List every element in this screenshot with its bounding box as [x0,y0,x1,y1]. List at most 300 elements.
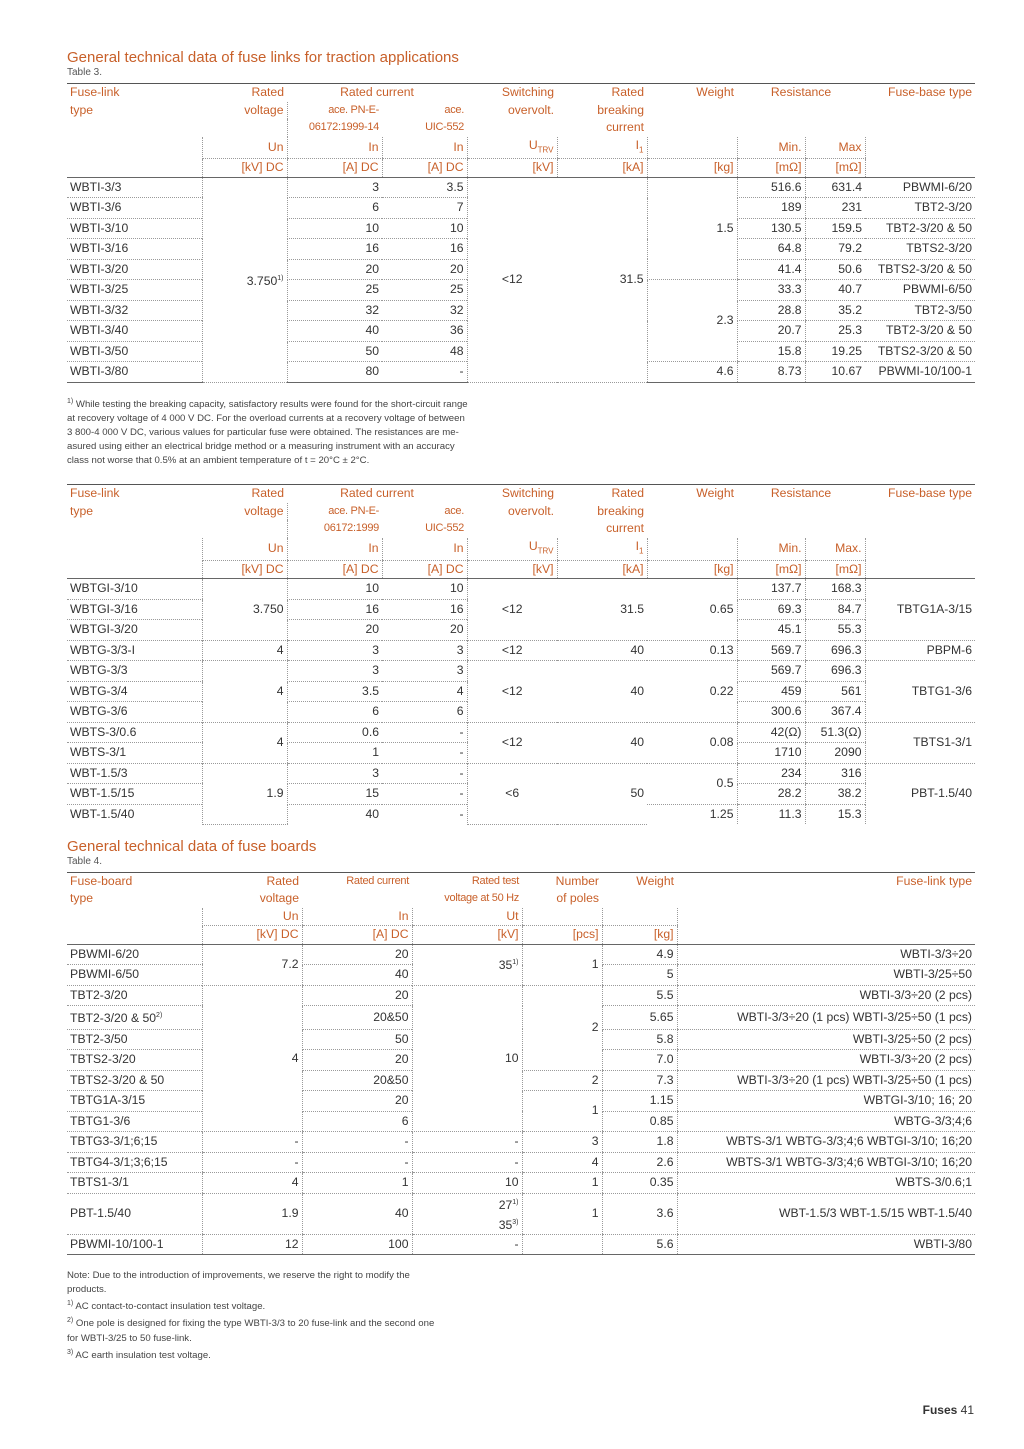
cell-min: 28.8 [737,300,805,321]
cell-max: 159.5 [805,218,865,239]
cell-type: PBT-1.5/40 [67,1193,202,1234]
cell-link: WBTS-3/1 WBTG-3/3;4;6 WBTGI-3/10; 16;20 [677,1152,975,1173]
sym-utrv: $U_{TRV}$ [467,137,557,159]
cell-link: WBTGI-3/10; 16; 20 [677,1091,975,1112]
cell-max: 51.3(Ω) [805,722,865,743]
table-row [67,944,975,965]
table-row [67,177,975,198]
cell-in1: 16 [287,599,382,620]
cell-type: WBTI-3/3 [67,177,202,198]
table-row [67,579,975,600]
unit-a-2: [A] DC [382,159,467,178]
header-overvolt: overvolt. [507,503,554,518]
header-resistance: Resistance [737,84,865,102]
header-switching: Switching [467,84,557,102]
cell-in2: 36 [382,321,467,342]
cell-type: TBTG1A-3/15 [67,1091,202,1112]
cell-current: - [302,1152,412,1173]
cell-max: 15.3 [805,804,865,824]
cell-base: TBT2-3/20 & 50 [865,321,975,342]
cell-weight: 0.85 [602,1111,677,1132]
cell-switching: <12 [467,640,557,661]
header-rated-current: Rated current [287,485,467,503]
cell-weight: 1.5 [647,177,737,280]
table-number: Table 3. [67,67,103,78]
unit-a: [A] DC [287,159,382,178]
header-voltage: voltage [259,891,299,906]
table-row [67,1193,975,1234]
cell-in2: 10 [382,579,467,600]
cell-in2: 48 [382,341,467,362]
header-switching: Switching [467,485,557,503]
sym-in: In [287,538,382,560]
header-number: Number [522,872,602,890]
cell-in1: 80 [287,362,382,383]
unit-kv: [kV] DC [202,560,287,579]
cell-poles: 1 [522,1193,602,1234]
table-row [67,1173,975,1194]
cell-type: TBTG4-3/1;3;6;15 [67,1152,202,1173]
cell-current: 40 [302,1193,412,1234]
sym-ut: Ut [412,908,522,926]
sym-in-2: In [382,538,467,560]
cell-poles: 3 [522,1132,602,1153]
unit-mohm: [mΩ] [737,560,805,579]
cell-max: 696.3 [805,640,865,661]
cell-min: 33.3 [737,280,805,301]
header-fuse-base: Fuse-base type [865,84,975,102]
header-rated-breaking: Rated [557,485,647,503]
cell-breaking: 40 [557,661,647,723]
header-row [67,520,975,538]
cell-in2: - [459,806,464,821]
section-title: General technical data of fuse links for traction applications [67,49,459,66]
cell-weight: 7.0 [602,1050,677,1071]
cell-type: WBTI-3/50 [67,341,202,362]
cell-poles: 2 [522,985,602,1070]
cell-base: PBPM-6 [865,640,975,661]
footer-label: Fuses [922,1403,958,1417]
cell-link: WBTG-3/3;4;6 [677,1111,975,1132]
cell-in2: 6 [382,702,467,723]
cell-base: TBTS1-3/1 [865,722,975,763]
cell-min: 300.6 [737,702,805,723]
unit-ka: [kA] [557,159,647,178]
cell-type: WBTI-3/40 [67,321,202,342]
cell-in1: 15 [287,784,382,805]
cell-current: - [302,1132,412,1153]
cell-voltage: - [202,1132,302,1153]
header-voltage: voltage [244,102,284,117]
cell-in2: 16 [382,239,467,260]
header-weight: Weight [602,872,677,890]
sym-max: Max. [805,538,865,560]
cell-min: 69.3 [737,599,805,620]
cell-weight: 5 [602,965,677,986]
cell-max: 50.6 [805,259,865,280]
cell-current: 20 [302,1050,412,1071]
unit-kg: [kg] [602,926,677,945]
header-rated: Rated [202,485,287,503]
cell-in2: 25 [382,280,467,301]
cell-min: 28.2 [737,784,805,805]
cell-in1: 25 [287,280,382,301]
cell-poles [522,1234,602,1255]
table-row [67,1152,975,1173]
cell-type: TBTS2-3/20 [67,1050,202,1071]
cell-type: WBTI-3/32 [67,300,202,321]
page-footer [923,1403,974,1417]
cell-weight: 2.6 [602,1152,677,1173]
header-ace-pn-2: 06172:1999-14 [287,119,382,137]
cell-min: 516.6 [737,177,805,198]
cell-voltage: - [202,1152,302,1173]
cell-current: 20 [302,1091,412,1112]
table-row [67,640,975,661]
sym-un: Un [202,908,302,926]
cell-base: TBT2-3/20 [865,198,975,219]
cell-min: 459 [737,681,805,702]
header-poles: of poles [556,891,599,906]
cell-voltage: 4 [202,1173,302,1194]
header-row [67,503,975,521]
cell-max: 367.4 [805,702,865,723]
cell-link: WBTI-3/3÷20 (2 pcs) [677,985,975,1006]
header-row [67,872,975,890]
header-current: current [606,120,644,134]
cell-in1: 32 [287,300,382,321]
header-row [67,102,975,120]
header-ace-pn: ace. PN-E- [287,102,382,120]
cell-type: WBTG-3/3 [67,661,202,682]
cell-type: WBT-1.5/15 [67,784,202,805]
cell-max: 55.3 [805,620,865,641]
cell-min: 189 [737,198,805,219]
cell-min: 569.7 [737,640,805,661]
cell-current: 6 [302,1111,412,1132]
header-type: Fuse-link [67,485,202,503]
cell-min: 569.7 [737,661,805,682]
cell-type: PBWMI-6/20 [67,944,202,965]
page-number: 41 [960,1403,974,1417]
unit-kv: [kV] DC [202,159,287,178]
unit-mohm-2: [mΩ] [805,560,865,579]
cell-base: TBTS2-3/20 & 50 [865,259,975,280]
header-ace-uic-2: UIC-552 [425,121,464,133]
cell-weight: 4.9 [602,944,677,965]
unit-pcs: [pcs] [522,926,602,945]
unit-kv: [kV] DC [202,926,302,945]
header-ace-pn-2: 06172:1999 [287,520,382,538]
cell-in1: 20 [287,620,382,641]
cell-weight: 7.3 [602,1070,677,1091]
header-voltage: voltage [244,503,284,518]
cell-weight: 1.8 [602,1132,677,1153]
table-row [67,985,975,1006]
header-ace-uic-2: UIC-552 [425,522,464,535]
cell-min: 11.3 [737,804,805,824]
cell-type: WBTS-3/0.6 [67,722,202,743]
cell-min: 41.4 [737,259,805,280]
cell-switching: <12 [467,579,557,641]
unit-kv-2: [kV] [467,560,557,579]
cell-type: WBTGI-3/10 [67,579,202,600]
unit-kg: [kg] [647,560,737,579]
cell-poles: 1 [522,1091,602,1132]
cell-max: 84.7 [805,599,865,620]
cell-test: 10 [412,985,522,1132]
cell-in1: 3.5 [287,681,382,702]
cell-type: WBTI-3/80 [67,362,202,383]
cell-type: PBWMI-6/50 [67,965,202,986]
cell-base: TBTS2-3/20 [865,239,975,260]
header-row [67,84,975,102]
cell-type: WBTG-3/3-I [67,640,202,661]
cell-in1: 3 [287,661,382,682]
unit-a: [A] DC [302,926,412,945]
cell-voltage: 1.9 [202,1193,302,1234]
cell-in2: 3.5 [382,177,467,198]
cell-switching: <12 [467,661,557,723]
header-current: current [606,521,644,536]
table-row [67,722,975,743]
cell-voltage: 4 [202,722,287,763]
cell-link: WBTI-3/3÷20 (1 pcs) WBTI-3/25÷50 (1 pcs) [677,1006,975,1030]
cell-type: TBT2-3/20 [67,985,202,1006]
cell-base: PBWMI-6/20 [865,177,975,198]
cell-in1: 1 [287,743,382,764]
cell-weight: 0.22 [647,661,737,723]
cell-base: TBT2-3/50 [865,300,975,321]
cell-in2: - [382,784,467,805]
header-ace-uic: ace. [444,504,464,517]
cell-max: 79.2 [805,239,865,260]
header-weight: Weight [647,84,737,102]
cell-max: 25.3 [805,321,865,342]
header-rated-current: Rated current [287,84,467,102]
cell-min: 42(Ω) [737,722,805,743]
cell-in1: 50 [287,341,382,362]
header-test-2: voltage at 50 Hz [444,892,519,905]
header-row [67,890,975,908]
table-row [67,1234,975,1255]
sym-in: In [287,137,382,159]
cell-breaking: 40 [557,722,647,763]
table-row [67,763,975,784]
cell-breaking: 40 [557,640,647,661]
cell-min: 20.7 [737,321,805,342]
unit-mohm: [mΩ] [737,159,805,178]
header-fuse-base: Fuse-base type [865,485,975,503]
cell-max: 38.2 [805,784,865,805]
unit-ka: [kA] [557,560,647,579]
sym-min: Min. [737,538,805,560]
unit-mohm-2: [mΩ] [805,159,865,178]
cell-type: WBTG-3/6 [67,702,202,723]
cell-in2: 10 [382,218,467,239]
cell-in2: 7 [382,198,467,219]
cell-in1: 20 [287,259,382,280]
sym-utrv: $U_{TRV}$ [467,538,557,560]
unit-row [67,560,975,579]
cell-poles: 1 [522,1173,602,1194]
cell-max: 696.3 [805,661,865,682]
cell-link: WBTS-3/0.6;1 [677,1173,975,1194]
cell-link: WBTI-3/3÷20 [677,944,975,965]
cell-weight: 0.5 [647,763,737,804]
header-type: Fuse-link [67,84,202,102]
cell-base: PBT-1.5/40 [865,763,975,824]
cell-max: 35.2 [805,300,865,321]
cell-poles: 1 [522,944,602,985]
cell-current: 20 [302,944,412,965]
unit-row [67,926,975,945]
cell-link: WBTI-3/25÷50 [677,965,975,986]
footnote: $^{1)}$ While testing the breaking capacity, satisfactory results were found for the short-circuit range at recovery voltage of 4 000 V DC. For the overload currents at a recovery voltage of between 3 800-4 000 V DC, various values for particular fuse were obtained. The resistances are me- asured using either an electrical bridge method or a measuring instrument with an accuracy class not worse that 0.5% at an ambient temperature of t = 20°C ± 2°C. [67,397,468,467]
cell-weight: 0.08 [647,722,737,763]
header-breaking: breaking [597,102,644,117]
cell-type: WBTG-3/4 [67,681,202,702]
cell-current: 20 [302,985,412,1006]
cell-voltage: 4 [202,640,287,661]
header-rated: Rated [202,84,287,102]
cell-type: WBTI-3/20 [67,259,202,280]
cell-min: 234 [737,763,805,784]
sym-un: Un [202,137,287,159]
cell-max: 631.4 [805,177,865,198]
cell-voltage: 7.2 [202,944,302,985]
cell-link: WBTS-3/1 WBTG-3/3;4;6 WBTGI-3/10; 16;20 [677,1132,975,1153]
cell-base: TBTS2-3/20 & 50 [865,341,975,362]
cell-weight: 0.35 [602,1173,677,1194]
cell-voltage: 4 [202,661,287,723]
cell-in2: 4 [382,681,467,702]
cell-type: WBTI-3/25 [67,280,202,301]
cell-switching: <6 [467,763,557,824]
cell-breaking: 31.5 [557,177,647,382]
cell-breaking: 31.5 [557,579,647,641]
page [67,48,975,1363]
cell-max: 168.3 [805,579,865,600]
section-title-2: General technical data of fuse boards [67,837,317,855]
cell-switching: <12 [467,722,557,763]
symbol-row [67,908,975,926]
cell-weight: 1.25 [709,806,734,821]
cell-weight: 0.65 [647,579,737,641]
cell-type: TBTG1-3/6 [67,1111,202,1132]
cell-test: 10 [412,1173,522,1194]
header-row [67,485,975,503]
cell-in2: 3 [382,640,467,661]
header-row [67,119,975,137]
unit-kv-2: [kV] [467,159,557,178]
cell-in1: 3 [287,640,382,661]
sym-in: In [302,908,412,926]
cell-max: 19.25 [805,341,865,362]
cell-in1: 40 [287,804,382,824]
cell-voltage: 4 [202,985,302,1132]
cell-in2: - [382,763,467,784]
cell-weight: 1.15 [602,1091,677,1112]
cell-in1: 40 [287,321,382,342]
cell-base: PBWMI-6/50 [865,280,975,301]
cell-voltage: 1.9 [202,763,287,824]
cell-link: WBTI-3/3÷20 (1 pcs) WBTI-3/25÷50 (1 pcs) [677,1070,975,1091]
unit-kv-2: [kV] [412,926,522,945]
cell-base: TBTG1-3/6 [865,661,975,723]
cell-voltage: 3.750$^{1)}$ [202,177,287,382]
symbol-row [67,137,975,159]
cell-type: TBT2-3/20 & 50$^{2)}$ [67,1006,202,1030]
cell-link: WBTI-3/80 [677,1234,975,1255]
header-rated-breaking: Rated [557,84,647,102]
cell-min: 15.8 [737,341,805,362]
header-ace-pn: ace. PN-E- [287,503,382,521]
sym-i1: $I_1$ [557,137,647,159]
cell-in2: 3 [382,661,467,682]
cell-base: TBT2-3/20 & 50 [865,218,975,239]
cell-weight: 2.3 [647,280,737,362]
cell-max: 561 [805,681,865,702]
cell-in2: 32 [382,300,467,321]
header-weight: Weight [647,485,737,503]
header-type-2: type [70,102,94,117]
cell-switching: <12 [467,177,557,382]
cell-current: 20&50 [302,1070,412,1091]
cell-max: 316 [805,763,865,784]
cell-weight: 0.13 [647,640,737,661]
header-type-2: type [70,503,94,518]
cell-base: TBTG1A-3/15 [865,579,975,641]
cell-min: 8.73 [737,362,805,383]
cell-test: 27$^{1)}$ 35$^{3)}$ [412,1193,522,1234]
cell-test: 35$^{1)}$ [412,944,522,985]
header-resistance: Resistance [737,485,865,503]
cell-type: WBTI-3/6 [67,198,202,219]
cell-weight: 5.8 [602,1029,677,1050]
header-type: Fuse-board [67,872,202,890]
fuse-boards-table [67,872,975,1256]
cell-weight: 5.6 [602,1234,677,1255]
cell-in1: 3 [287,177,382,198]
cell-current: 100 [302,1234,412,1255]
cell-test: - [412,1132,522,1153]
cell-voltage: 12 [202,1234,302,1255]
symbol-row [67,538,975,560]
sym-max: Max [805,137,865,159]
notes: Note: Due to the introduction of improvements, we reserve the right to modify the products. $^{1)}$ AC contact-to-contact insulation test voltage. $^{2)}$ One pole is designed for fixing the type WBTI-3/3 to 20 fuse-link and the second one for WBTI-3/25 to 50 fuse-link. $^{3)}$ AC earth insulation test voltage. [67,1270,435,1361]
cell-max: 10.67 [805,362,865,383]
cell-test: - [412,1152,522,1173]
cell-type: WBTGI-3/16 [67,599,202,620]
sym-in-2: In [382,137,467,159]
cell-base: PBWMI-10/100-1 [865,362,975,383]
cell-in1: 6 [287,702,382,723]
unit-kg: [kg] [647,159,737,178]
cell-in2: 16 [382,599,467,620]
cell-current: 1 [302,1173,412,1194]
cell-type: WBT-1.5/40 [70,806,135,821]
cell-weight: 3.6 [602,1193,677,1234]
cell-test: - [412,1234,522,1255]
cell-max: 2090 [805,743,865,764]
cell-link: WBT-1.5/3 WBT-1.5/15 WBT-1.5/40 [677,1193,975,1234]
cell-min: 64.8 [737,239,805,260]
cell-type: WBTI-3/16 [67,239,202,260]
cell-in2: - [382,743,467,764]
cell-type: TBT2-3/50 [67,1029,202,1050]
unit-a-2: [A] DC [382,560,467,579]
